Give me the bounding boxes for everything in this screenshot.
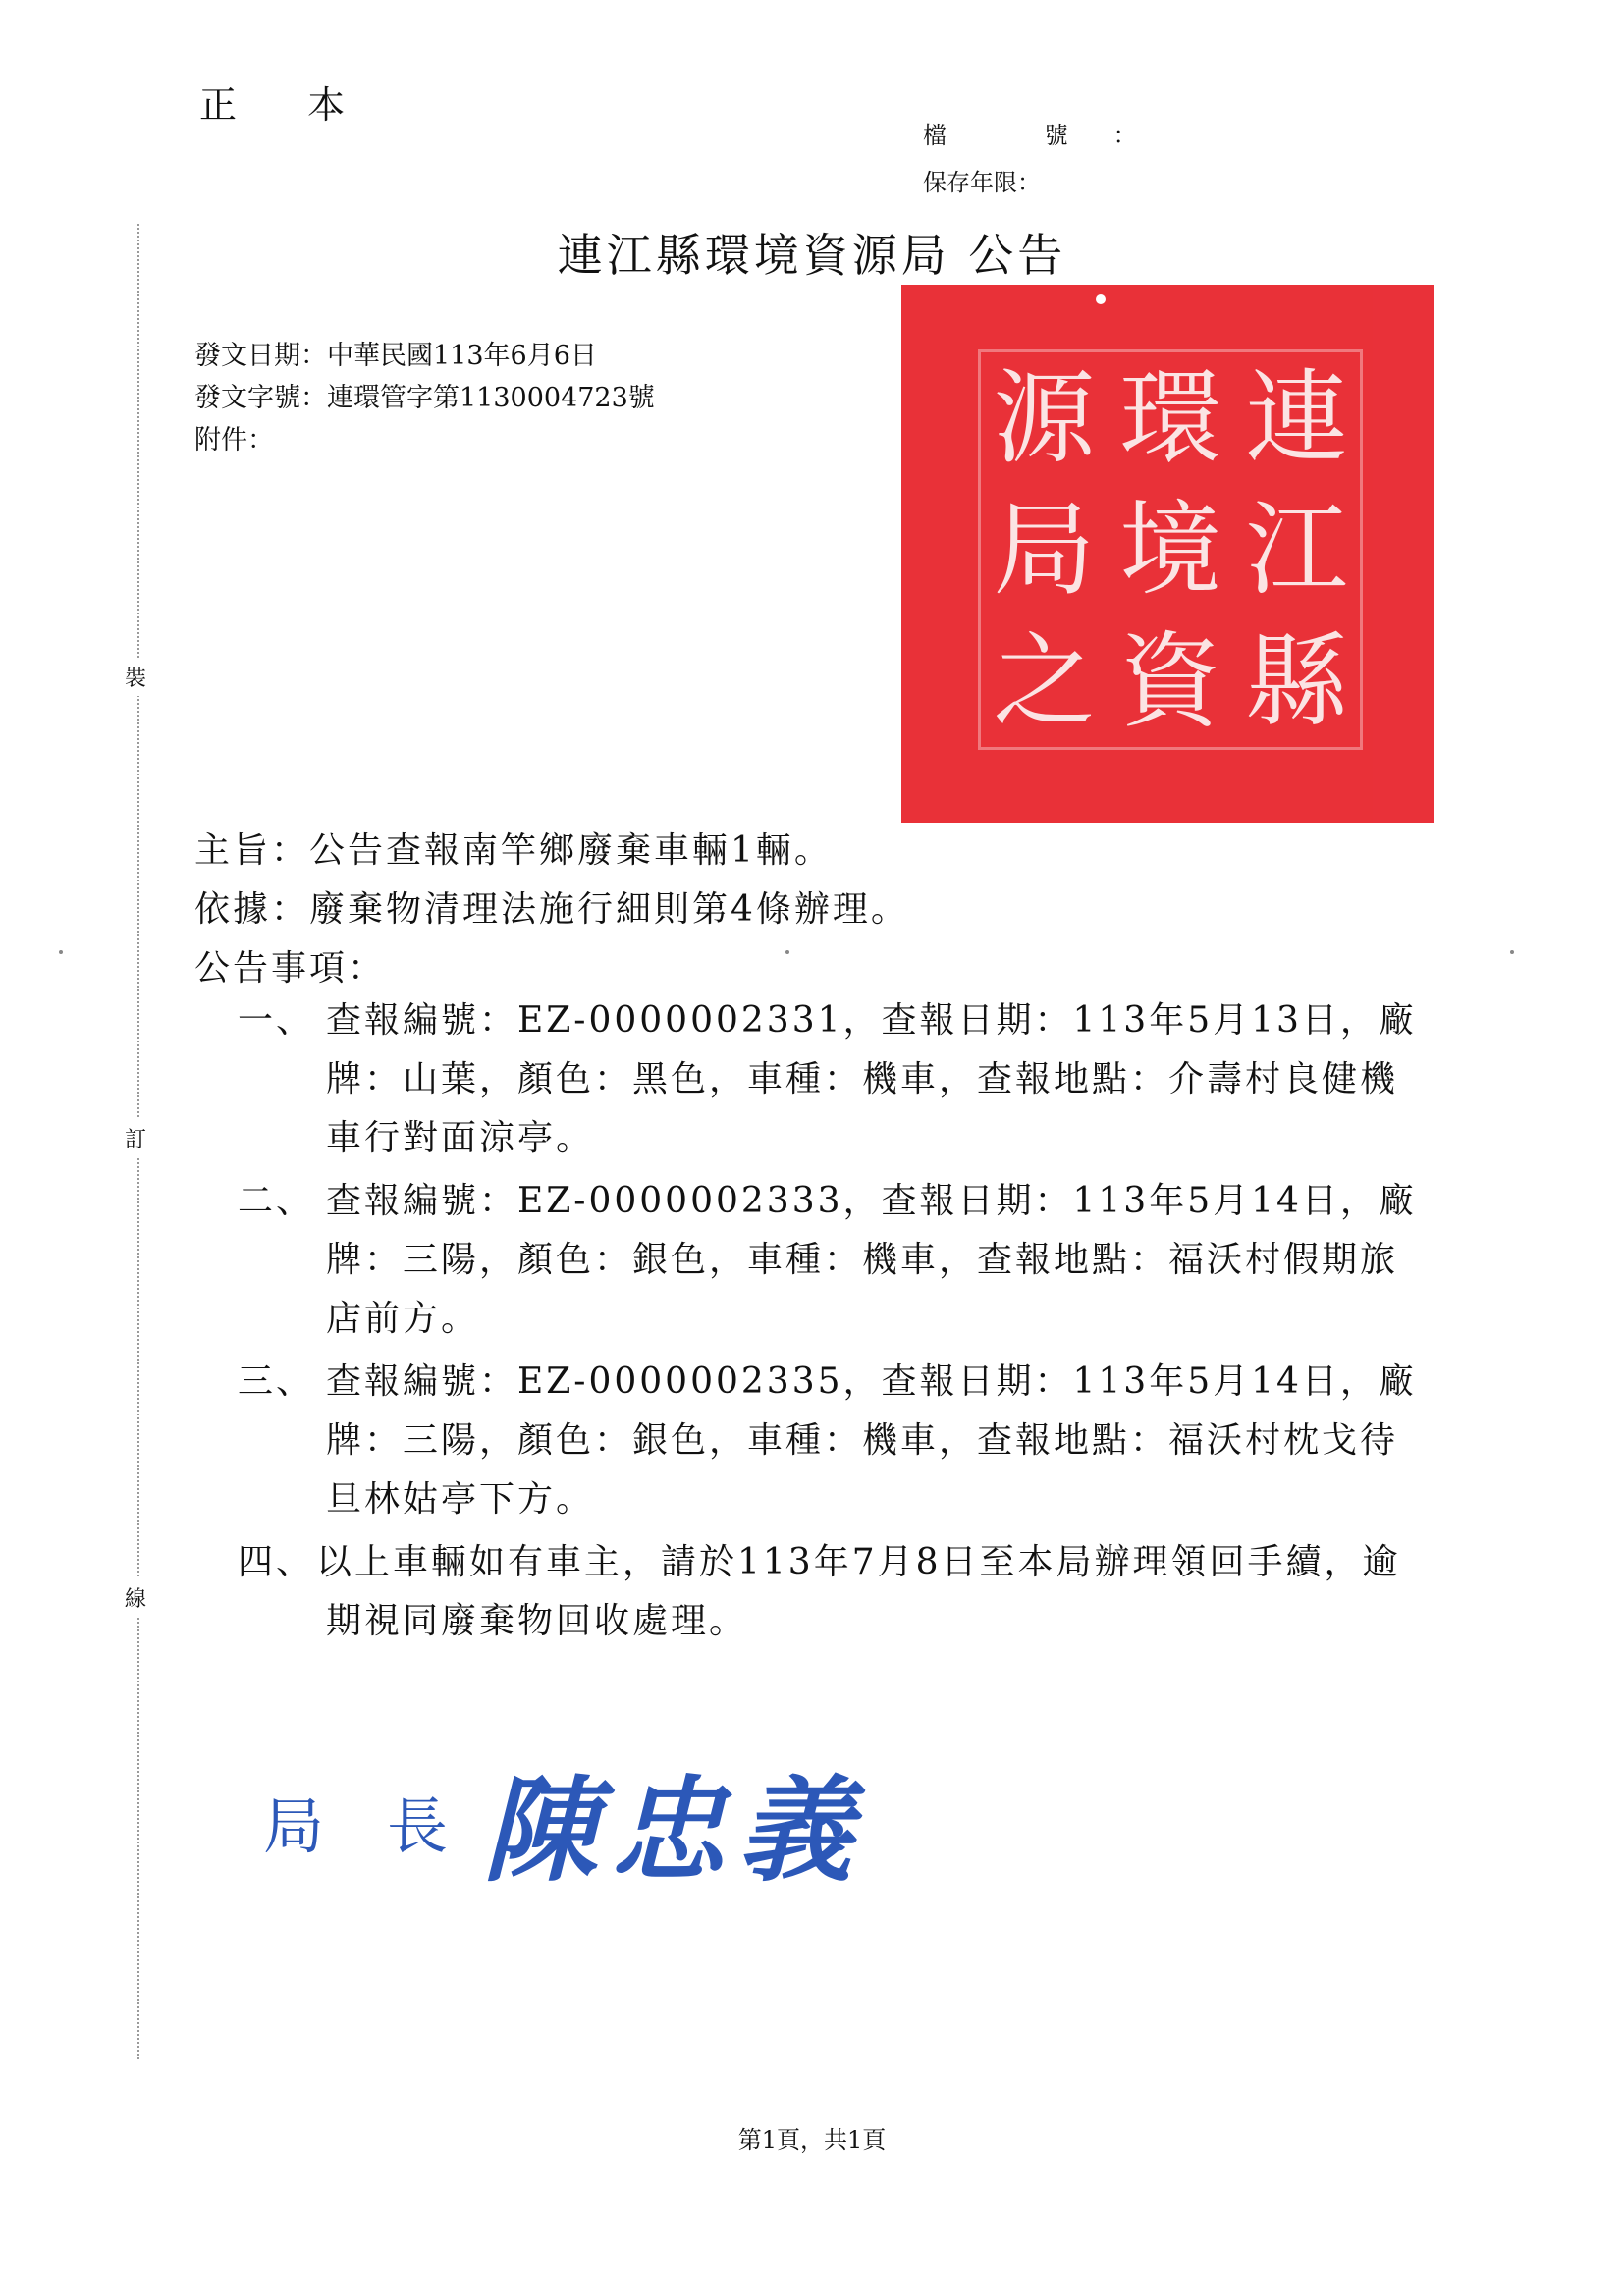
- seal-char: 境: [1118, 490, 1221, 610]
- seal-char: 縣: [1245, 621, 1348, 741]
- copy-label: 正 本: [199, 83, 375, 127]
- issue-number-label: 發文字號: [194, 383, 300, 413]
- document-title: 連江縣環境資源局 公告: [557, 229, 1067, 282]
- signature-name: 陳忠義: [483, 1764, 867, 1897]
- issue-number-field: [194, 376, 655, 414]
- subject-row: [194, 823, 833, 873]
- seal-char: 局: [993, 490, 1096, 610]
- edge-dot: [785, 950, 789, 954]
- binding-mark-xian: 線: [125, 1578, 146, 1617]
- seal-char: 資: [1118, 621, 1221, 741]
- item-number: 二、: [238, 1181, 315, 1221]
- issue-date-value: 中華民國113年6月6日: [327, 341, 597, 371]
- binding-mark-zhuang: 裝: [125, 658, 146, 696]
- issue-date-field: [194, 334, 597, 372]
- file-number-field: [923, 116, 1137, 150]
- issue-date-label: 發文日期: [194, 341, 300, 371]
- seal-char: 江: [1245, 490, 1348, 610]
- item-number: 四、: [238, 1542, 315, 1582]
- edge-dot: [59, 950, 63, 954]
- announcement-item: [238, 1353, 1435, 1529]
- issue-number-value: 連環管字第1130004723號: [327, 383, 655, 413]
- seal-characters: [978, 349, 1363, 750]
- seal-char: 源: [993, 358, 1096, 478]
- retention-period-label: 保存年限: [923, 169, 1017, 196]
- basis-colon: ：: [271, 889, 310, 930]
- attachment-field: [194, 418, 274, 456]
- item-text: 以上車輛如有車主，請於113年7月8日至本局辦理領回手續，逾期視同廢棄物回收處理。: [316, 1542, 1401, 1641]
- basis-text: 廢棄物清理法施行細則第4條辦理。: [309, 889, 909, 930]
- binding-mark-ding: 訂: [125, 1119, 146, 1157]
- file-number-label: 檔 號: [923, 122, 1113, 149]
- subject-colon: ：: [271, 830, 310, 871]
- official-seal: [901, 285, 1434, 823]
- file-number-colon: ：: [1112, 122, 1137, 149]
- announcement-item: [238, 1172, 1435, 1349]
- item-text: 查報編號：EZ-0000002335，查報日期：113年5月14日，廠牌：三陽，顏色：銀色，車種：機車，查報地點：福沃村枕戈待旦林姑亭下方。: [326, 1362, 1417, 1520]
- item-text: 查報編號：EZ-0000002333，查報日期：113年5月14日，廠牌：三陽，顏色：銀色，車種：機車，查報地點：福沃村假期旅店前方。: [326, 1181, 1417, 1339]
- retention-period-colon: ：: [1017, 169, 1041, 196]
- seal-char: 之: [993, 621, 1096, 741]
- seal-char: 環: [1118, 358, 1221, 478]
- issue-date-colon: ：: [300, 341, 327, 371]
- page-number: 第1頁，共1頁: [737, 2126, 887, 2154]
- edge-dot: [1510, 950, 1514, 954]
- basis-row: [194, 881, 909, 932]
- items-heading: 公告事項：: [194, 948, 387, 988]
- item-text: 查報編號：EZ-0000002331，查報日期：113年5月13日，廠牌：山葉，顏色：黑色，車種：機車，查報地點：介壽村良健機車行對面涼亭。: [326, 1000, 1417, 1158]
- subject-label: 主旨: [194, 830, 272, 871]
- item-number: 三、: [238, 1362, 315, 1402]
- item-number: 一、: [238, 1000, 315, 1041]
- seal-dot: [1096, 294, 1106, 304]
- signature-title: 局長: [263, 1790, 512, 1862]
- director-signature-stamp: [263, 1739, 866, 1903]
- attachment-label: 附件: [194, 425, 247, 455]
- announcement-item: [238, 991, 1435, 1168]
- seal-char: 連: [1245, 358, 1348, 478]
- issue-number-colon: ：: [300, 383, 327, 413]
- retention-period-field: [923, 163, 1041, 197]
- basis-label: 依據: [194, 889, 272, 930]
- subject-text: 公告查報南竿鄉廢棄車輛1輛。: [309, 830, 833, 871]
- attachment-colon: ：: [247, 425, 274, 455]
- announcement-item: [238, 1533, 1435, 1651]
